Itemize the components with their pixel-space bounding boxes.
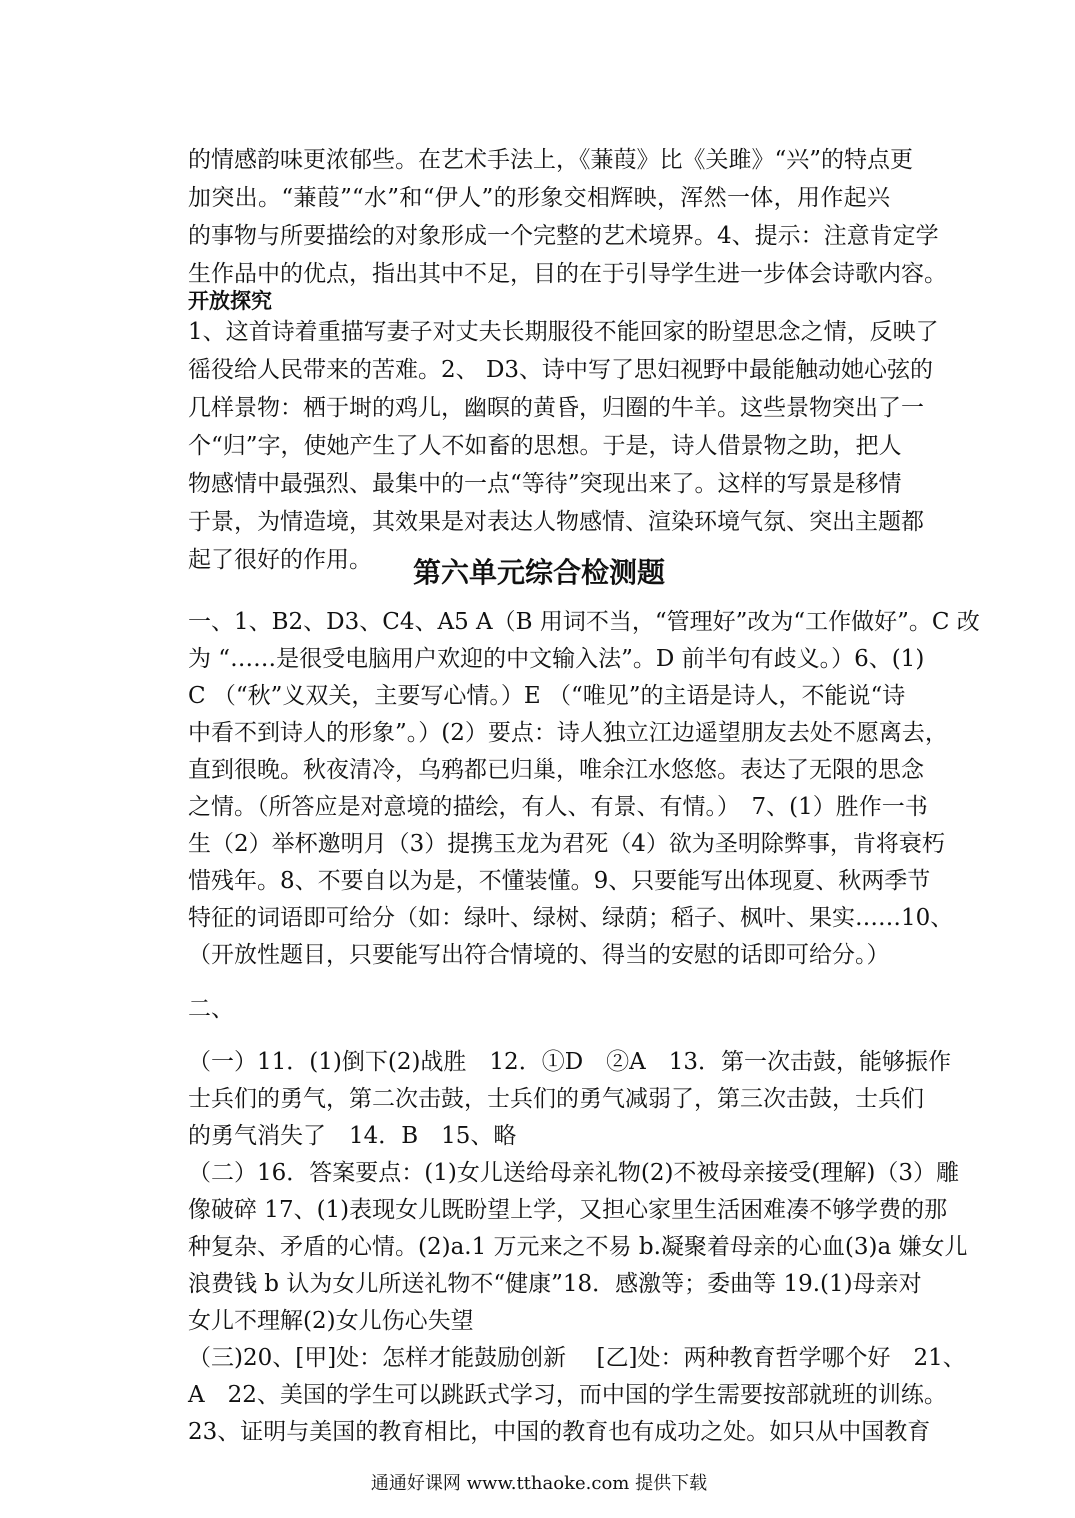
- paragraph-line: 徭役给人民带来的苦难。2、 D3、诗中写了思妇视野中最能触动她心弦的: [188, 357, 934, 383]
- page-footer: 通通好课网 www.tthaoke.com 提供下载: [370, 1473, 708, 1494]
- paragraph-line: 于景，为情造境，其效果是对表达人物感情、渲染环境气氛、突出主题都: [188, 509, 924, 535]
- paragraph-line: C （“秋”义双关，主要写心情。）E （“唯见”的主语是诗人，不能说“诗: [188, 683, 906, 709]
- paragraph-line: 个“归”字，使她产生了人不如畜的思想。于是，诗人借景物之助，把人: [188, 433, 902, 459]
- paragraph-line: （二）16．答案要点：(1)女儿送给母亲礼物(2)不被母亲接受(理解)（3）雕: [188, 1160, 960, 1186]
- paragraph-line: 中看不到诗人的形象”。）(2）要点：诗人独立江边遥望朋友去处不愿离去，: [188, 720, 948, 746]
- paragraph-line: 生作品中的优点，指出其中不足，目的在于引导学生进一步体会诗歌内容。: [188, 261, 947, 287]
- paragraph-line: 加突出。“蒹葭”“水”和“伊人”的形象交相辉映，浑然一体，用作起兴: [188, 185, 890, 211]
- section-heading-open-explore: 开放探究: [188, 289, 272, 313]
- paragraph-line: 的勇气消失了 14．B 15、略: [188, 1123, 517, 1149]
- page-title: 第六单元综合检测题: [412, 556, 665, 589]
- paragraph-line: 1、这首诗着重描写妻子对丈夫长期服役不能回家的盼望思念之情，反映了: [188, 319, 939, 345]
- paragraph-line: 为 “……是很受电脑用户欢迎的中文输入法”。D 前半句有歧义。）6、(1): [188, 646, 925, 672]
- paragraph-line: 直到很晚。秋夜清冷，乌鸦都已归巢，唯余江水悠悠。表达了无限的思念: [188, 757, 924, 783]
- paragraph-line: 一、1、B2、D3、C4、A5 A（B 用词不当，“管理好”改为“工作做好”。C 改: [188, 609, 980, 635]
- paragraph-line: 的情感韵味更浓郁些。在艺术手法上，《蒹葭》比《关雎》“兴”的特点更: [188, 147, 914, 173]
- paragraph-line: 几样景物：栖于埘的鸡儿，幽暝的黄昏，归圈的牛羊。这些景物突出了一: [188, 395, 924, 421]
- paragraph-line: 士兵们的勇气，第二次击鼓，士兵们的勇气减弱了，第三次击鼓，士兵们: [188, 1086, 924, 1112]
- paragraph-line: 物感情中最强烈、最集中的一点“等待”突现出来了。这样的写景是移情: [188, 471, 902, 497]
- paragraph-line: 之情。（所答应是对意境的描绘，有人、有景、有情。） 7、(1）胜作一书: [188, 794, 928, 820]
- paragraph-line: 像破碎 17、(1)表现女儿既盼望上学，又担心家里生活困难凑不够学费的那: [188, 1197, 948, 1223]
- paragraph-line: 23、证明与美国的教育相比，中国的教育也有成功之处。如只从中国教育: [188, 1419, 931, 1445]
- paragraph-line: A 22、美国的学生可以跳跃式学习，而中国的学生需要按部就班的训练。: [188, 1382, 947, 1408]
- paragraph-line: 女儿不理解(2)女儿伤心失望: [188, 1308, 474, 1334]
- paragraph-line: （一）11．(1)倒下(2)战胜 12．①D ②A 13．第一次击鼓，能够振作: [188, 1049, 952, 1075]
- paragraph-line: （开放性题目，只要能写出符合情境的、得当的安慰的话即可给分。）: [188, 942, 890, 968]
- section-label-part2: 二、: [188, 996, 234, 1022]
- paragraph-line: 惜残年。8、不要自以为是，不懂装懂。9、只要能写出体现夏、秋两季节: [188, 868, 931, 894]
- document-page: [188, 0, 980, 1518]
- paragraph-line: 特征的词语即可给分（如：绿叶、绿树、绿荫；稻子、枫叶、果实……10、: [188, 905, 954, 931]
- paragraph-line: 种复杂、矛盾的心情。(2)a.1 万元来之不易 b.凝聚着母亲的心血(3)a 嫌女儿: [188, 1234, 968, 1260]
- paragraph-line: 的事物与所要描绘的对象形成一个完整的艺术境界。4、提示：注意肯定学: [188, 223, 939, 249]
- paragraph-line: 起了很好的作用。: [188, 547, 372, 573]
- paragraph-line: （三)20、[甲]处：怎样才能鼓励创新 [乙]处：两种教育哲学哪个好 21、: [188, 1345, 966, 1371]
- paragraph-line: 浪费钱 b 认为女儿所送礼物不“健康”18．感激等；委曲等 19.(1)母亲对: [188, 1271, 922, 1297]
- paragraph-line: 生（2）举杯邀明月（3）提携玉龙为君死（4）欲为圣明除弊事，肯将衰朽: [188, 831, 945, 857]
